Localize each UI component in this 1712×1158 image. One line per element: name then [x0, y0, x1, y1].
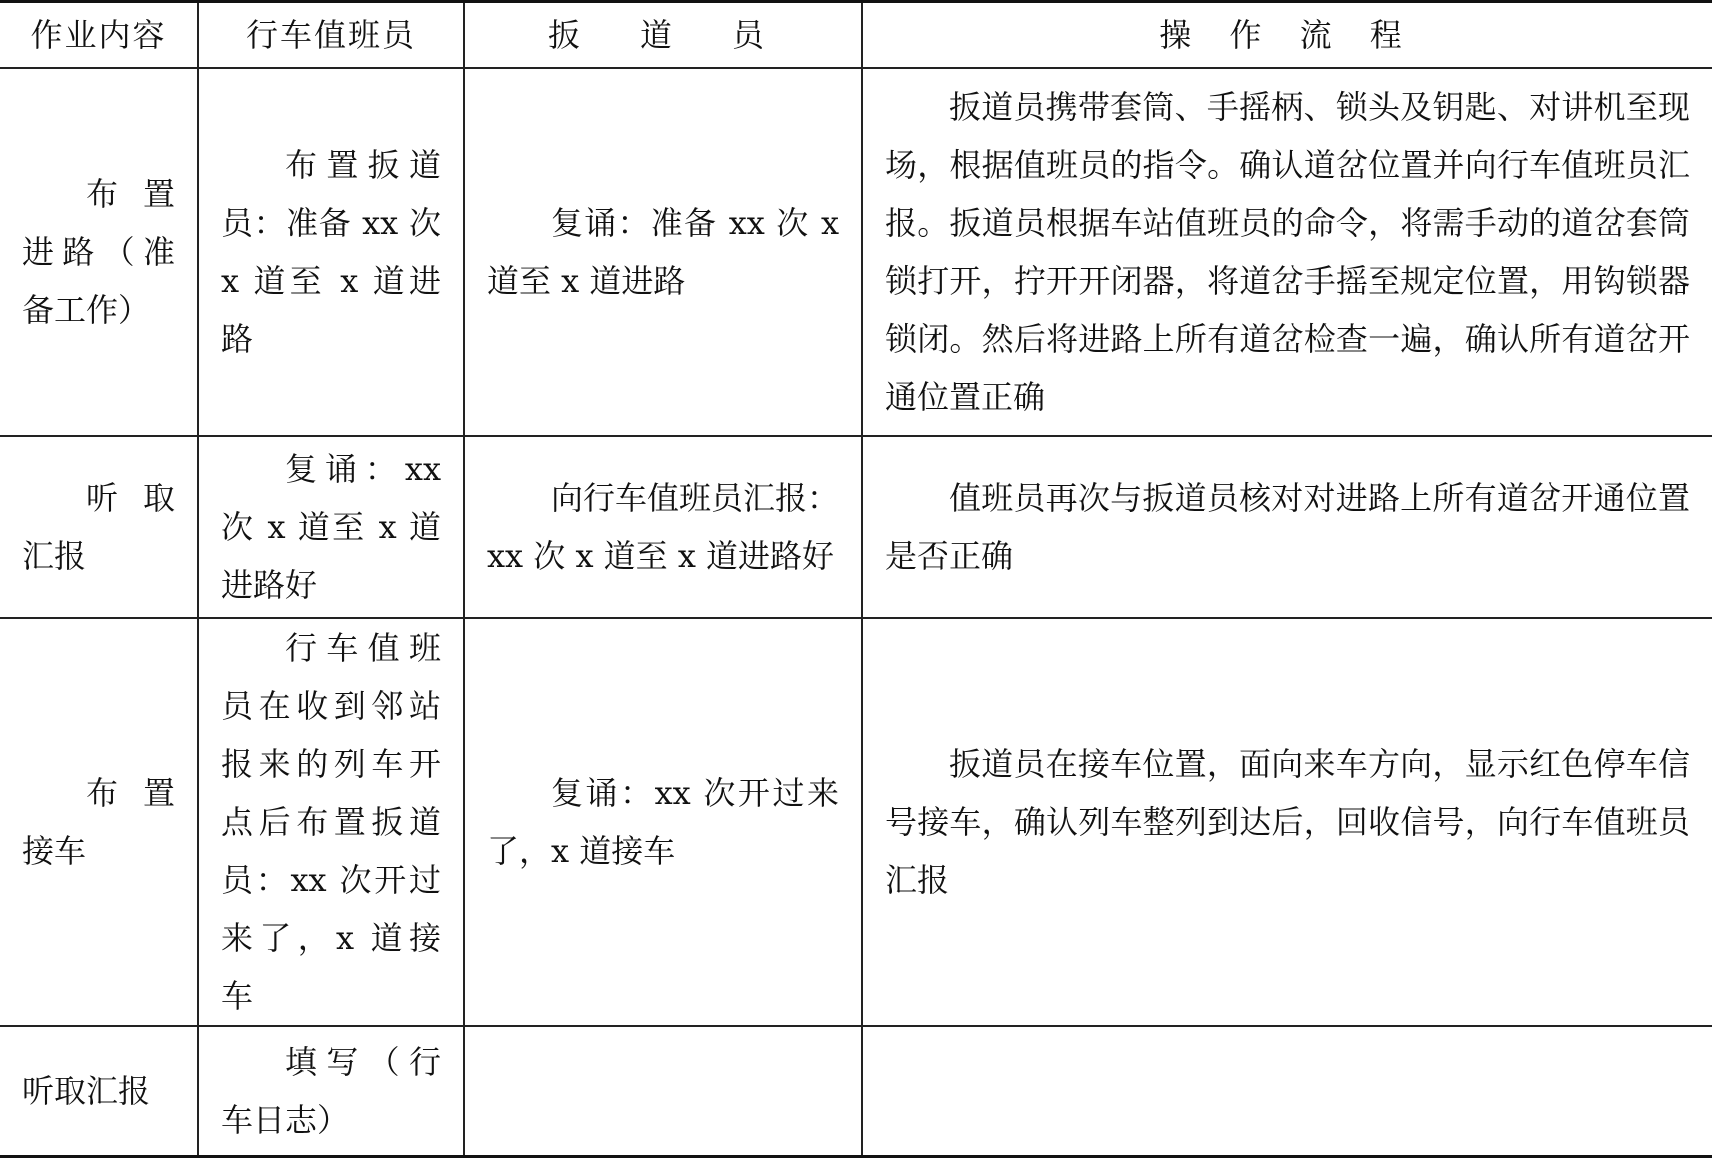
cell-task: 布置进路（准备工作）	[0, 68, 198, 436]
cell-switchman: 向行车值班员汇报：xx 次 x 道至 x 道进路好	[464, 436, 862, 618]
cell-duty-officer: 填写（行车日志）	[198, 1026, 464, 1157]
cell-task: 听取汇报	[0, 1026, 198, 1157]
header-procedure: 操 作 流 程	[862, 2, 1712, 69]
cell-duty-officer: 布置扳道员：准备 xx 次 x 道至 x 道进路	[198, 68, 464, 436]
header-row	[0, 2, 1712, 69]
table-row	[0, 436, 1712, 618]
cell-procedure: 扳道员在接车位置，面向来车方向，显示红色停车信号接车，确认列车整列到达后，回收信号，向行车值班员汇报	[862, 618, 1712, 1026]
cell-switchman: 复诵：xx 次开过来了，x 道接车	[464, 618, 862, 1026]
header-task: 作业内容	[0, 2, 198, 69]
cell-procedure: 值班员再次与扳道员核对对进路上所有道岔开通位置是否正确	[862, 436, 1712, 618]
cell-switchman	[464, 1026, 862, 1157]
table-row	[0, 68, 1712, 436]
cell-task: 听取汇报	[0, 436, 198, 618]
header-switchman: 扳 道 员	[464, 2, 862, 69]
cell-switchman: 复诵：准备 xx 次 x 道至 x 道进路	[464, 68, 862, 436]
cell-procedure: 扳道员携带套筒、手摇柄、锁头及钥匙、对讲机至现场，根据值班员的指令。确认道岔位置并向行车值班员汇报。扳道员根据车站值班员的命令，将需手动的道岔套筒锁打开，拧开开闭器，将道岔手摇至规定位置，用钩锁器锁闭。然后将进路上所有道岔检查一遍，确认所有道岔开通位置正确	[862, 68, 1712, 436]
cell-procedure	[862, 1026, 1712, 1157]
cell-task: 布置接车	[0, 618, 198, 1026]
table-row	[0, 1026, 1712, 1157]
header-duty-officer: 行车值班员	[198, 2, 464, 69]
table-row	[0, 618, 1712, 1026]
cell-duty-officer: 复诵：xx 次 x 道至 x 道进路好	[198, 436, 464, 618]
cell-duty-officer: 行车值班员在收到邻站报来的列车开点后布置扳道员：xx 次开过来了，x 道接车	[198, 618, 464, 1026]
